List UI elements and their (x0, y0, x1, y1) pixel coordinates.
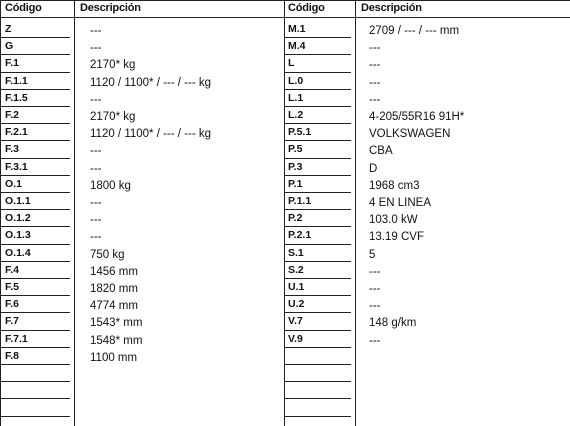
left-row-description: 1456 mm (90, 265, 138, 278)
left-row-code: F.3 (5, 143, 20, 156)
column-divider (74, 0, 75, 426)
left-row-code: F.6 (5, 298, 20, 311)
left-row-description: --- (90, 214, 102, 227)
left-row-code: O.1.1 (5, 195, 31, 207)
right-row-code: L.1 (288, 91, 304, 104)
left-empty-row-divider (0, 381, 70, 382)
right-row-code: M.1 (288, 23, 306, 35)
left-row-code: F.7.1 (5, 332, 28, 345)
right-row-description: 148 g/km (369, 317, 417, 330)
left-row-code: F.1.1 (5, 74, 28, 87)
right-row-code: U.2 (288, 298, 305, 311)
left-row-code: O.1.3 (5, 229, 31, 242)
right-row-divider (285, 347, 351, 348)
left-row-code: O.1.4 (5, 246, 31, 259)
left-row-description: 1120 / 1100* / --- / --- kg (90, 76, 212, 89)
right-empty-row-divider (285, 398, 351, 399)
left-row-description: 1548* mm (90, 334, 143, 347)
left-row-description: --- (90, 162, 102, 175)
left-row-description: 1800 kg (90, 179, 131, 192)
left-row-description: 1543* mm (90, 317, 143, 330)
column-divider (284, 0, 285, 426)
right-row-description: --- (369, 42, 381, 55)
right-row-code: P.5 (288, 143, 303, 156)
right-row-description: 5 (369, 248, 376, 261)
right-row-code: S.2 (288, 263, 304, 276)
left-code-header: Código (5, 2, 42, 14)
left-row-description: --- (90, 231, 102, 244)
right-row-code: L.2 (288, 109, 304, 121)
right-row-description: --- (369, 265, 381, 278)
right-row-description: 103.0 kW (369, 214, 418, 227)
left-empty-row-divider (0, 398, 70, 399)
right-row-code: P.1.1 (288, 195, 312, 207)
right-row-code: L (288, 57, 295, 70)
left-row-code: O.1 (5, 177, 22, 190)
left-row-description: 2170* kg (90, 111, 136, 123)
left-row-divider (0, 364, 70, 365)
right-row-description: CBA (369, 145, 393, 158)
left-row-description: --- (90, 197, 102, 209)
right-row-code: P.5.1 (288, 126, 312, 139)
right-row-code: U.1 (288, 281, 305, 293)
left-row-description: 1120 / 1100* / --- / --- kg (90, 128, 212, 141)
right-description-header: Descripción (361, 2, 422, 14)
right-row-code: M.4 (288, 40, 306, 53)
right-row-code: P.2.1 (288, 229, 312, 242)
right-row-description: --- (369, 334, 381, 347)
left-row-code: F.2 (5, 109, 20, 121)
right-row-description: --- (369, 300, 381, 313)
right-code-header: Código (288, 2, 325, 14)
right-row-description: 4 EN LINEA (369, 197, 431, 209)
right-empty-row-divider (285, 381, 351, 382)
left-row-code: F.1.5 (5, 91, 28, 104)
right-row-code: L.0 (288, 74, 304, 87)
right-row-code: P.1 (288, 177, 303, 190)
right-row-description: 2709 / --- / --- mm (369, 25, 460, 37)
right-row-divider (285, 54, 351, 55)
left-row-code: F.8 (5, 349, 20, 362)
left-row-description: 2170* kg (90, 59, 136, 72)
right-row-code: P.3 (288, 160, 303, 173)
right-row-description: --- (369, 59, 381, 72)
left-row-code: F.2.1 (5, 126, 28, 139)
left-row-code: G (5, 40, 14, 53)
left-row-code: O.1.2 (5, 212, 31, 225)
left-row-description: 4774 mm (90, 300, 138, 313)
right-empty-row-divider (285, 364, 351, 365)
column-divider (355, 0, 356, 426)
left-description-header: Descripción (80, 2, 141, 14)
left-row-description: --- (90, 145, 102, 158)
right-row-description: D (369, 162, 378, 175)
left-row-code: Z (5, 23, 12, 35)
left-row-code: F.7 (5, 315, 20, 328)
right-row-description: 1968 cm3 (369, 179, 420, 192)
left-row-code: F.1 (5, 57, 20, 70)
left-empty-row-divider (0, 416, 70, 417)
right-row-description: --- (369, 93, 381, 106)
header-divider (0, 17, 570, 18)
left-row-description: --- (90, 25, 102, 37)
right-row-description: 4-205/55R16 91H* (369, 111, 465, 123)
right-row-code: S.1 (288, 246, 304, 259)
left-row-description: --- (90, 93, 102, 106)
table-border-top (0, 0, 570, 1)
left-row-code: F.3.1 (5, 160, 28, 173)
table-border-left (0, 0, 1, 426)
right-row-description: --- (369, 76, 381, 89)
right-row-code: V.9 (288, 332, 303, 345)
right-row-description: VOLKSWAGEN (369, 128, 451, 141)
left-row-description: --- (90, 42, 102, 55)
left-row-description: 1100 mm (90, 351, 138, 364)
right-empty-row-divider (285, 416, 351, 417)
right-row-code: P.2 (288, 212, 303, 225)
left-row-code: F.4 (5, 263, 20, 276)
left-row-description: 1820 mm (90, 283, 138, 295)
left-row-code: F.5 (5, 281, 20, 293)
right-row-description: --- (369, 283, 381, 295)
left-row-description: 750 kg (90, 248, 125, 261)
right-row-code: V.7 (288, 315, 303, 328)
right-row-description: 13.19 CVF (369, 231, 424, 244)
